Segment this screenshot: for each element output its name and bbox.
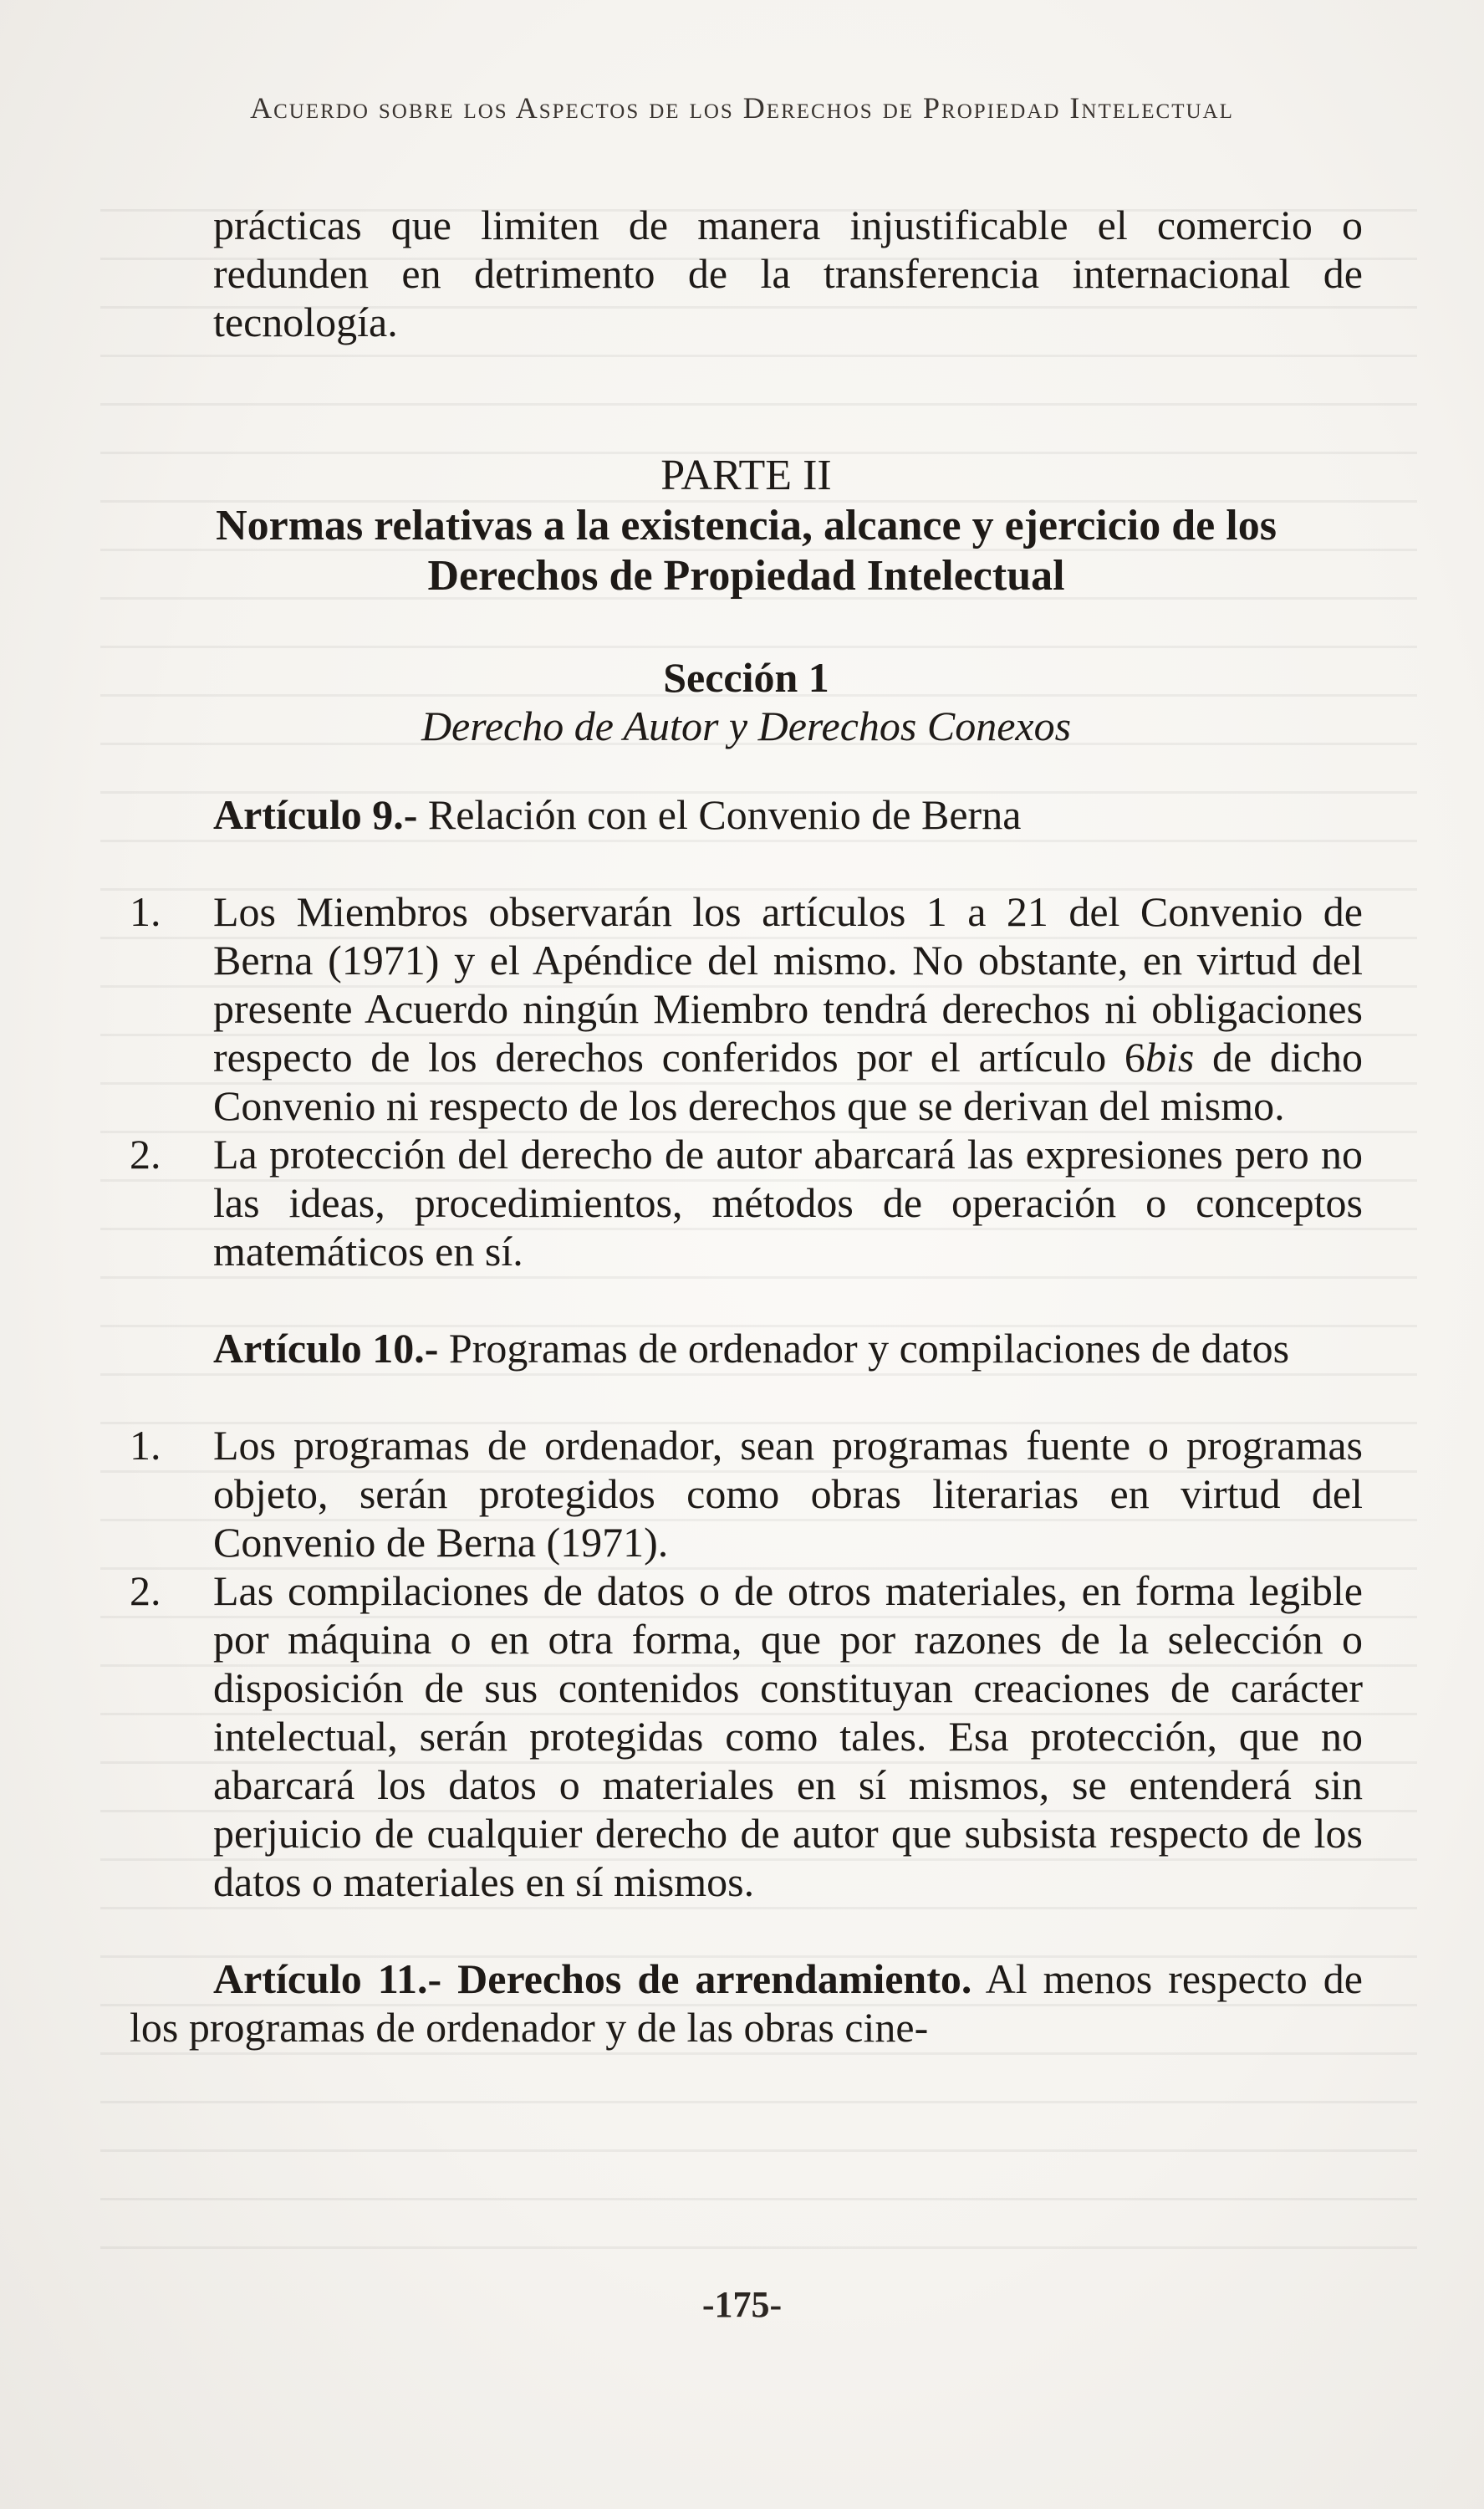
article-9-title: Relación con el Convenio de Berna <box>427 791 1022 838</box>
item-number: 2. <box>130 1567 161 1614</box>
parte-label: PARTE II <box>660 452 832 499</box>
article-11-paragraph <box>130 1955 1363 2052</box>
intro-paragraph: prácticas que limiten de manera injustificable el comercio o redunden en detrimento de la transferencia internacional de tecnología. <box>213 202 1363 345</box>
item-text-italic: bis <box>1145 1034 1195 1081</box>
parte-subtitle: Normas relativas a la existencia, alcance y ejercicio de los Derechos de Propiedad Intelectual <box>216 502 1277 600</box>
running-head: Acuerdo sobre los Aspectos de los Derechos de Propiedad Intelectual <box>250 91 1234 125</box>
article-10-number: Artículo 10.- <box>213 1325 439 1372</box>
article-11-text: Al menos respecto de los programas de ordenador y de las obras cine- <box>130 1955 1363 2051</box>
item-text-part: de dicho Convenio ni respecto de los derechos que se derivan del mismo. <box>213 1034 1363 1129</box>
article-9-number: Artículo 9.- <box>213 791 418 838</box>
seccion-subtitle: Derecho de Autor y Derechos Conexos <box>421 703 1072 749</box>
list-item <box>130 1566 1363 1906</box>
page-content <box>130 201 1363 2052</box>
item-text <box>213 887 1363 1130</box>
article-10-items <box>130 1421 1363 1906</box>
seccion-label: Sección 1 <box>663 654 829 701</box>
list-item <box>130 1421 1363 1566</box>
article-9-heading <box>213 790 1363 839</box>
item-text: Los programas de ordenador, sean programas fuente o programas objeto, serán protegidos como obras literarias en virtud del Convenio de Berna (1971). <box>213 1422 1363 1566</box>
page-number: -175- <box>701 2284 783 2325</box>
item-number: 1. <box>130 1422 161 1469</box>
item-text: Las compilaciones de datos o de otros materiales, en forma legible por máquina o en otra forma, que por razones de la selección o disposición de sus contenidos constituyan creaciones de carácter intelectual, serán protegidas como tales. Esa protección, que no abarcará los datos o materiales en sí mismos, se entenderá sin perjuicio de cualquier derecho de autor que subsista respecto de los datos o materiales en sí mismos. <box>213 1567 1363 1905</box>
article-10-heading <box>130 1324 1363 1372</box>
item-number: 2. <box>130 1131 161 1178</box>
article-9-items <box>130 887 1363 1275</box>
article-11-heading: Artículo 11.- Derechos de arrendamiento. <box>213 1955 972 2002</box>
list-item <box>130 887 1363 1130</box>
item-number: 1. <box>130 888 161 935</box>
article-10-title: Programas de ordenador y compilaciones de datos <box>448 1325 1290 1372</box>
item-text: La protección del derecho de autor abarcará las expresiones pero no las ideas, procedimientos, métodos de operación o conceptos matemáticos en sí. <box>213 1131 1363 1275</box>
item-text-part: Los Miembros observarán los artículos 1 a 21 del Convenio de Berna (1971) y el Apéndice del mismo. No obstante, en virtud del presente Acuerdo ningún Miembro tendrá derechos ni obligaciones respecto de los derechos conferidos por el artículo 6 <box>213 888 1363 1081</box>
list-item <box>130 1130 1363 1275</box>
